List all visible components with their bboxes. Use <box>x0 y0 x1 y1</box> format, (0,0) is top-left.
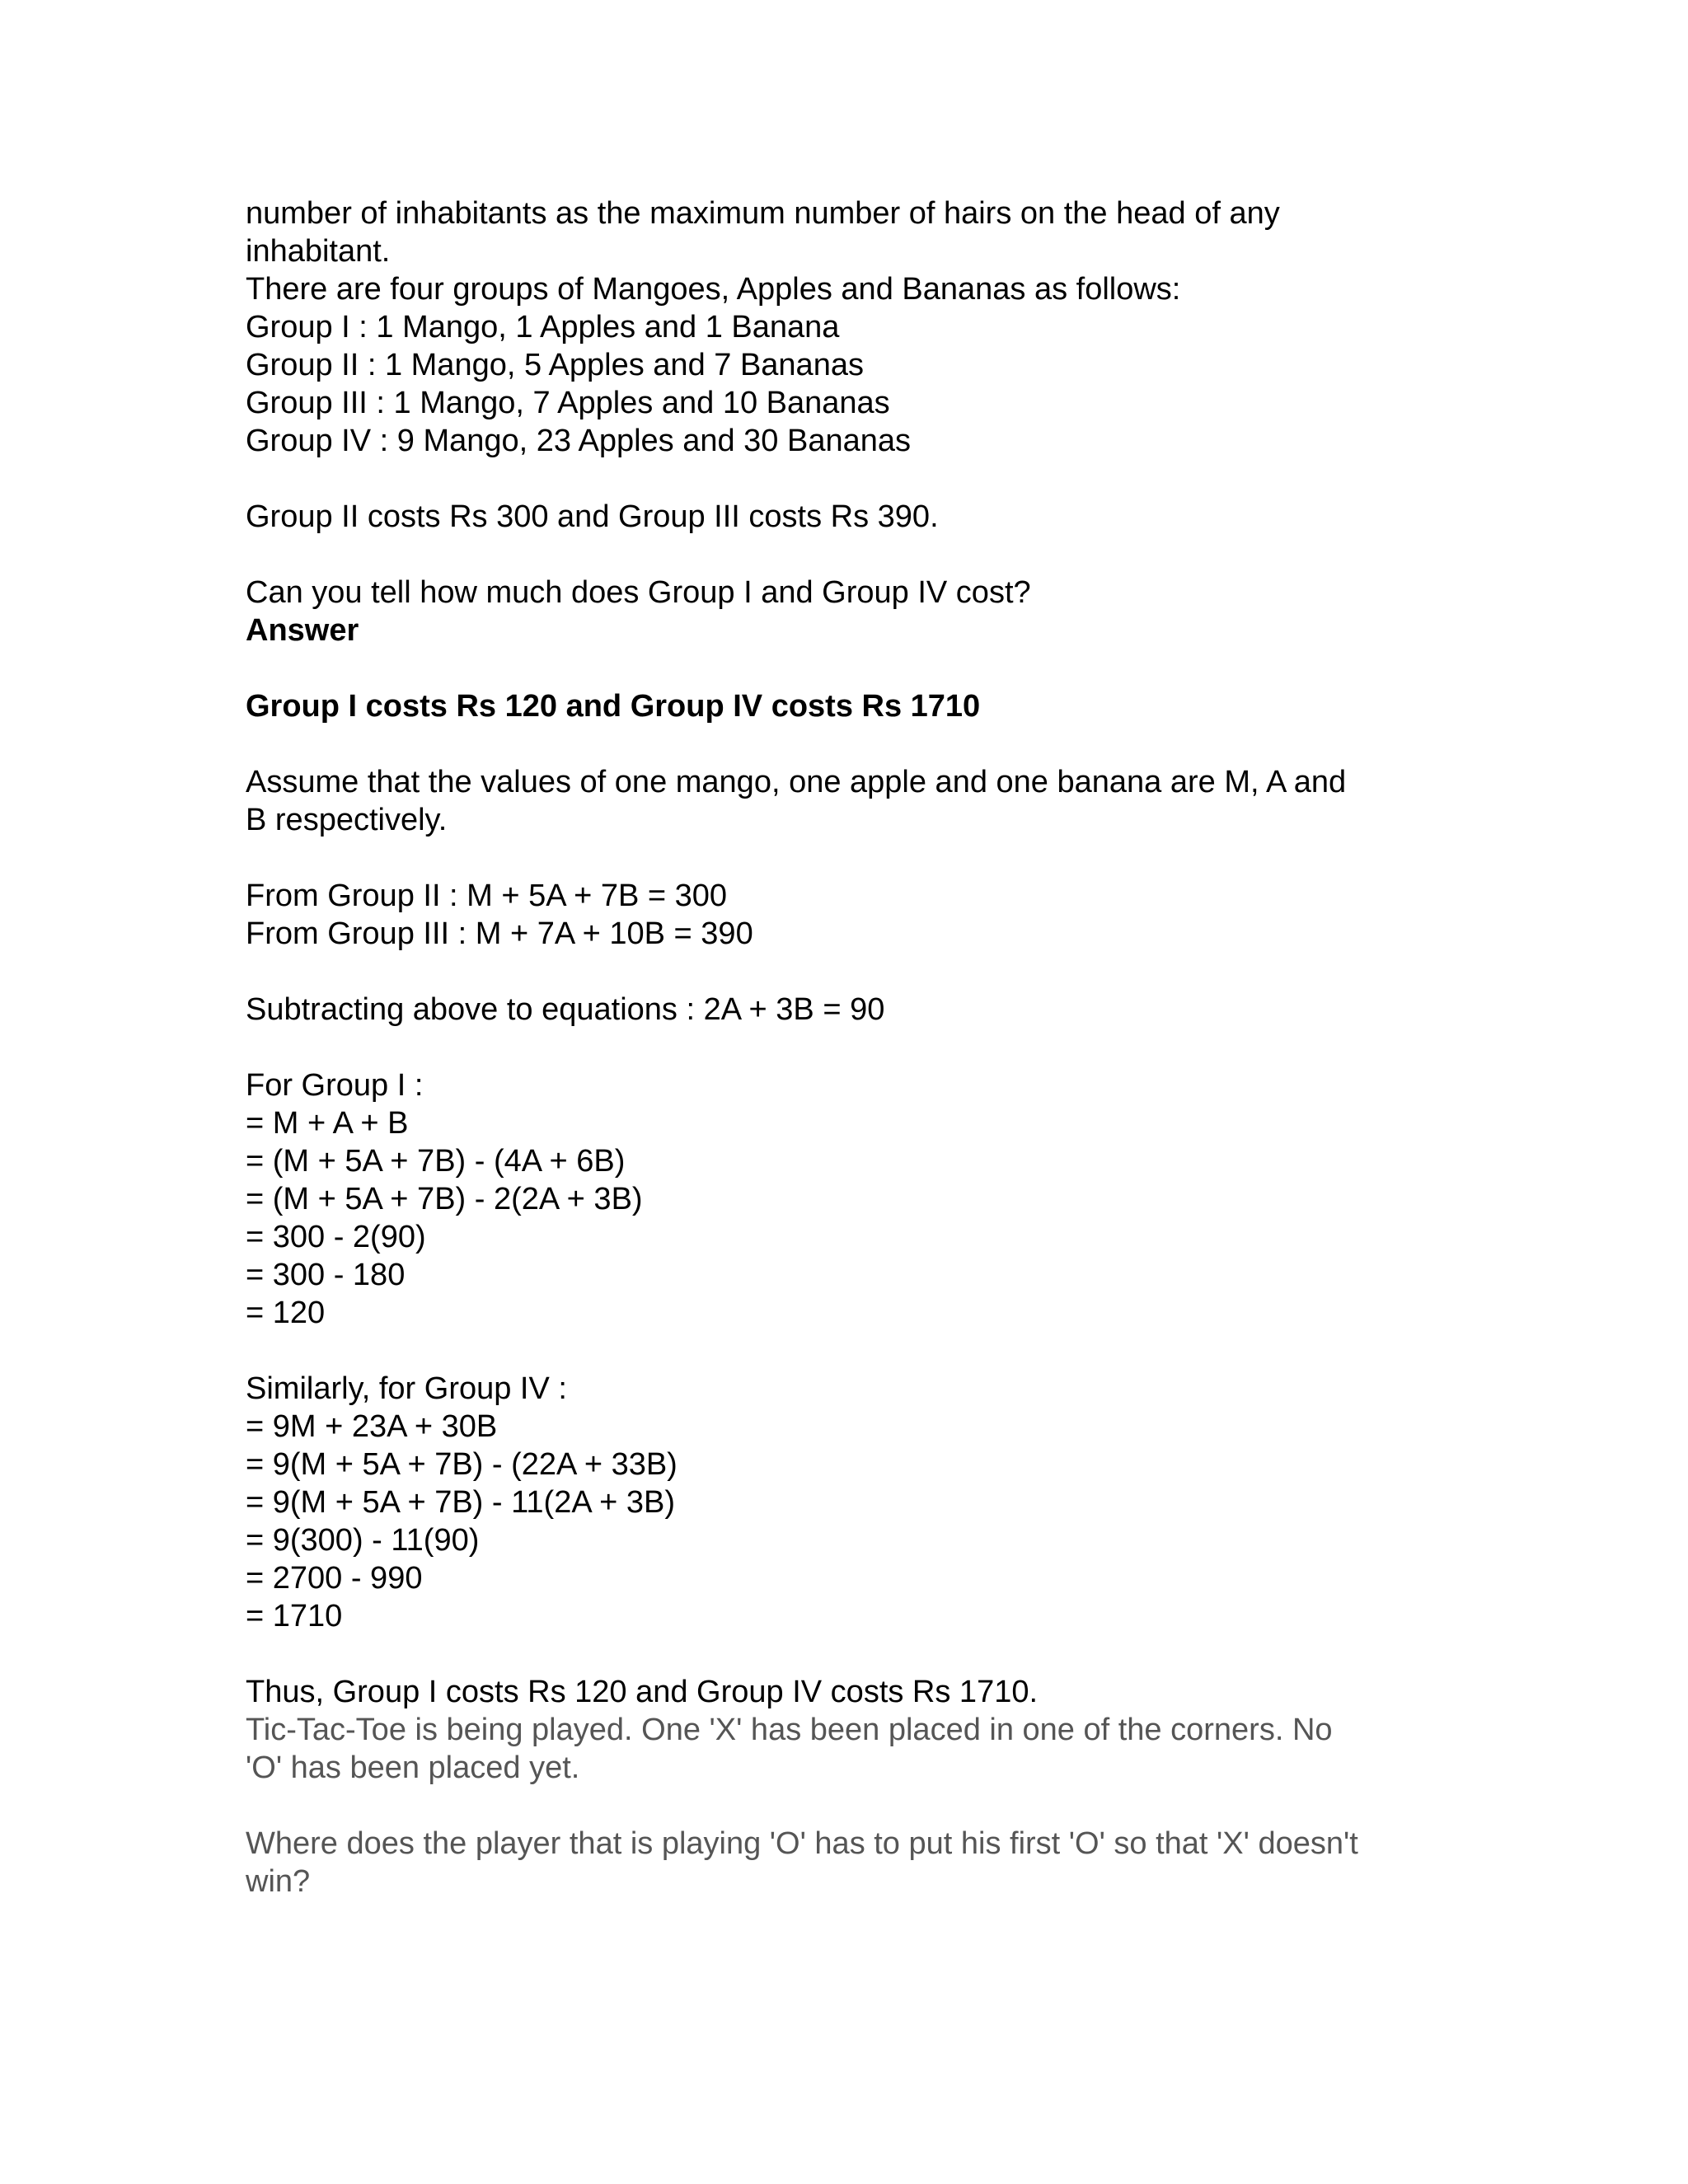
conclusion: Thus, Group I costs Rs 120 and Group IV costs Rs 1710. <box>246 1675 1039 1709</box>
puzzle-intro: There are four groups of Mangoes, Apples and Bananas as follows: <box>246 272 1181 307</box>
spacer <box>246 725 1449 763</box>
intro-line-1: number of inhabitants as the maximum number of hairs on the head of any <box>246 196 1280 231</box>
puzzle-costs: Group II costs Rs 300 and Group III costs Rs 390. <box>246 499 939 534</box>
subtraction-result: Subtracting above to equations : 2A + 3B = 90 <box>246 992 885 1027</box>
next-puzzle-line-1: Tic-Tac-Toe is being played. One 'X' has been placed in one of the corners. No <box>246 1713 1333 1747</box>
spacer <box>246 953 1449 991</box>
next-puzzle-question-line-2: win? <box>246 1864 311 1899</box>
group-2-definition: Group II : 1 Mango, 5 Apples and 7 Bananas <box>246 348 864 382</box>
spacer <box>246 460 1449 498</box>
answer-heading: Answer <box>246 613 359 648</box>
group-1-definition: Group I : 1 Mango, 1 Apples and 1 Banana <box>246 310 840 344</box>
spacer <box>246 1787 1449 1825</box>
group-1-step: = (M + 5A + 7B) - (4A + 6B) <box>246 1144 626 1179</box>
equation-group-3: From Group III : M + 7A + 10B = 390 <box>246 916 753 951</box>
spacer <box>246 649 1449 687</box>
next-puzzle-question-line-1: Where does the player that is playing 'O' has to put his first 'O' so that 'X' doesn't <box>246 1826 1358 1861</box>
group-1-step: = M + A + B <box>246 1106 409 1141</box>
equation-group-2: From Group II : M + 5A + 7B = 300 <box>246 879 728 913</box>
assumption-line-2: B respectively. <box>246 803 448 837</box>
puzzle-question: Can you tell how much does Group I and Group IV cost? <box>246 575 1031 610</box>
group-4-step: = 9M + 23A + 30B <box>246 1409 498 1444</box>
group-1-step: = (M + 5A + 7B) - 2(2A + 3B) <box>246 1182 643 1216</box>
group-4-definition: Group IV : 9 Mango, 23 Apples and 30 Bananas <box>246 424 912 458</box>
group-3-definition: Group III : 1 Mango, 7 Apples and 10 Bananas <box>246 386 890 420</box>
group-1-step: = 300 - 2(90) <box>246 1220 426 1254</box>
spacer <box>246 1029 1449 1066</box>
document-page <box>246 194 1449 1900</box>
spacer <box>246 839 1449 877</box>
group-4-step: = 9(M + 5A + 7B) - (22A + 33B) <box>246 1447 678 1482</box>
group-1-step: = 120 <box>246 1296 326 1330</box>
spacer <box>246 1635 1449 1673</box>
spacer <box>246 1332 1449 1370</box>
group-4-step: = 1710 <box>246 1599 343 1633</box>
group-4-heading: Similarly, for Group IV : <box>246 1371 567 1406</box>
group-4-step: = 9(300) - 11(90) <box>246 1523 480 1558</box>
group-4-step: = 9(M + 5A + 7B) - 11(2A + 3B) <box>246 1485 676 1520</box>
next-puzzle-line-2: 'O' has been placed yet. <box>246 1750 580 1785</box>
group-1-step: = 300 - 180 <box>246 1258 406 1292</box>
spacer <box>246 536 1449 574</box>
group-1-heading: For Group I : <box>246 1068 424 1103</box>
intro-line-2: inhabitant. <box>246 234 391 269</box>
answer-summary: Group I costs Rs 120 and Group IV costs Rs 1710 <box>246 689 981 724</box>
assumption-line-1: Assume that the values of one mango, one apple and one banana are M, A and <box>246 765 1347 799</box>
group-4-step: = 2700 - 990 <box>246 1561 423 1596</box>
